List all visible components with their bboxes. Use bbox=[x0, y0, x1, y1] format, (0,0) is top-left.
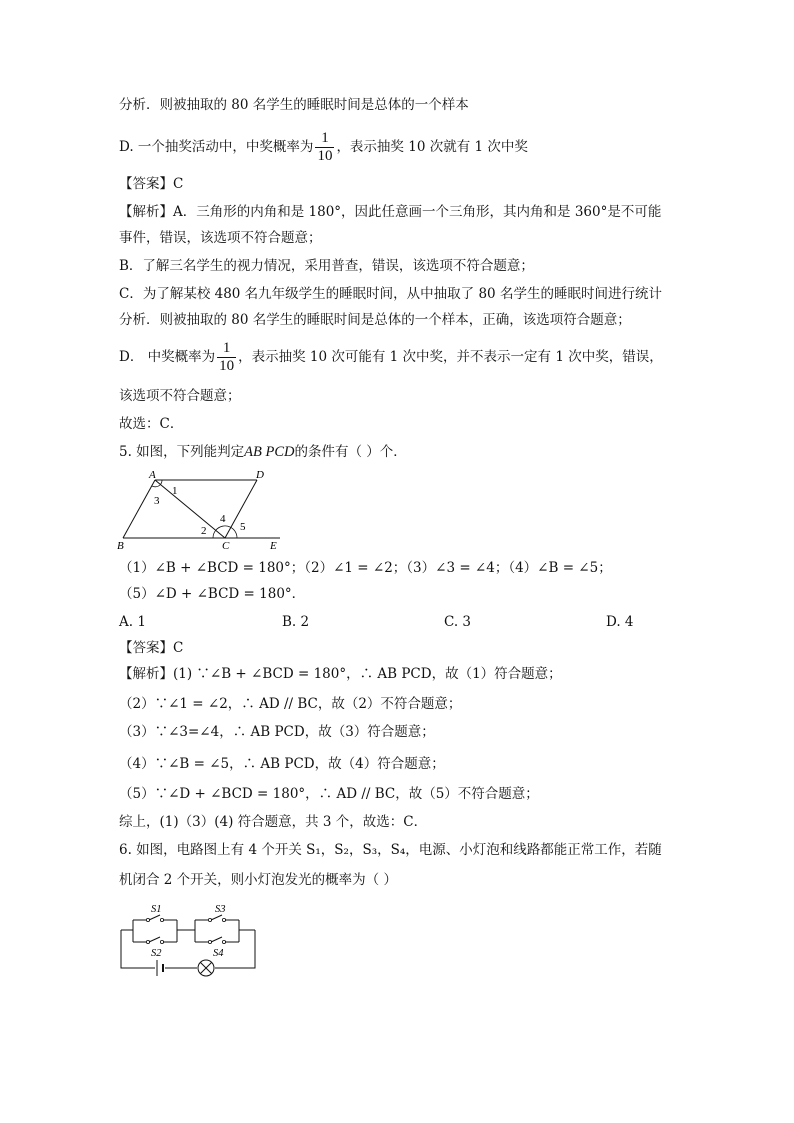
circuit-diagram bbox=[115, 898, 261, 980]
option-a: A. 1 bbox=[119, 614, 146, 630]
label-s2: S2 bbox=[151, 948, 162, 959]
label-s1: S1 bbox=[151, 904, 162, 915]
question-6-line: 机闭合 2 个开关，则小灯泡发光的概率为（ ） bbox=[119, 872, 397, 888]
explanation-line bbox=[119, 338, 663, 376]
angle-arc bbox=[160, 480, 162, 485]
text-segment: D． 中奖概率为 bbox=[119, 349, 216, 365]
explanation-line: （3）∵∠3=∠4，∴ AB PCD，故（3）符合题意； bbox=[119, 724, 435, 740]
explanation-line: 【解析】A．三角形的内角和是 180°，因此任意画一个三角形，其内角和是 360°是不可能 bbox=[119, 204, 662, 220]
label-a: A bbox=[149, 469, 156, 481]
explanation-line: 【解析】(1) ∵∠B + ∠BCD = 180°，∴ AB PCD，故（1）符合题意； bbox=[119, 666, 562, 682]
parallelogram-figure bbox=[115, 468, 290, 552]
question-5 bbox=[119, 442, 407, 462]
label-e: E bbox=[270, 540, 277, 552]
label-c: C bbox=[222, 540, 230, 552]
explanation-line: C．为了解某校 480 名九年级学生的睡眠时间，从中抽取了 80 名学生的睡眠时间进行统计 bbox=[119, 286, 662, 302]
explanation-line: 事件，错误，该选项不符合题意； bbox=[119, 230, 322, 246]
answer-label: 【答案】C bbox=[119, 640, 184, 656]
explanation-line: （4）∵∠B = ∠5，∴ AB PCD，故（4）符合题意； bbox=[119, 756, 445, 772]
fraction bbox=[315, 130, 334, 165]
line-ac bbox=[155, 480, 225, 538]
option-d-line bbox=[119, 128, 528, 166]
fraction-denominator: 10 bbox=[317, 148, 333, 164]
text-segment: ，表示抽奖 10 次可能有 1 次中奖，并不表示一定有 1 次中奖，错误， bbox=[238, 349, 663, 365]
text-segment: ，表示抽奖 10 次就有 1 次中奖 bbox=[336, 139, 528, 155]
conditions-line: （1）∠B + ∠BCD = 180°；（2）∠1 = ∠2；（3）∠3 = ∠4；（4）∠B = ∠5； bbox=[119, 560, 612, 576]
label-s3: S3 bbox=[215, 904, 226, 915]
fraction-numerator: 1 bbox=[321, 130, 329, 146]
fraction bbox=[217, 340, 236, 375]
switch-s4 bbox=[195, 937, 239, 944]
angle-label-5: 5 bbox=[240, 521, 246, 533]
options-row bbox=[119, 612, 679, 632]
explanation-line: 故选：C． bbox=[119, 416, 184, 432]
math-expression: AB PCD bbox=[244, 444, 295, 460]
label-d: D bbox=[256, 469, 264, 481]
label-s4: S4 bbox=[213, 948, 224, 959]
option-d: D. 4 bbox=[606, 614, 634, 630]
option-c: C. 3 bbox=[444, 614, 472, 630]
switch-s2 bbox=[133, 937, 177, 944]
answer-label: 【答案】C bbox=[119, 176, 184, 192]
angle-arc bbox=[152, 485, 160, 487]
angle-arc bbox=[230, 527, 237, 538]
switch-s1 bbox=[133, 915, 177, 922]
angle-arc bbox=[216, 526, 230, 530]
battery-icon bbox=[157, 960, 163, 976]
lamp-icon bbox=[198, 960, 214, 976]
conditions-line: （5）∠D + ∠BCD = 180°． bbox=[119, 586, 306, 602]
explanation-line: 综上，(1)（3）(4) 符合题意，共 3 个，故选：C． bbox=[119, 814, 428, 830]
explanation-line: 该选项不符合题意； bbox=[119, 388, 241, 404]
explanation-line: （5）∵∠D + ∠BCD = 180°，∴ AD // BC，故（5）不符合题意； bbox=[119, 786, 539, 802]
fraction-numerator: 1 bbox=[222, 340, 231, 356]
option-b: B. 2 bbox=[282, 614, 310, 630]
angle-label-3: 3 bbox=[154, 495, 160, 507]
angle-label-2: 2 bbox=[201, 525, 207, 537]
line-ab bbox=[123, 480, 155, 538]
angle-label-1: 1 bbox=[172, 485, 178, 497]
explanation-line: B．了解三名学生的视力情况，采用普查，错误，该选项不符合题意； bbox=[119, 258, 534, 274]
text-segment: 5. 如图，下列能判定 bbox=[119, 444, 245, 460]
text-segment: 的条件有（ ）个． bbox=[294, 444, 407, 460]
question-6-line: 6. 如图，电路图上有 4 个开关 S₁，S₂，S₃，S₄，电源、小灯泡和线路都能正常工作，若随 bbox=[119, 842, 662, 858]
explanation-line: 分析．则被抽取的 80 名学生的睡眠时间是总体的一个样本，正确，该选项符合题意； bbox=[119, 312, 631, 328]
angle-label-4: 4 bbox=[220, 513, 226, 525]
angle-arc bbox=[213, 530, 216, 538]
explanation-line: （2）∵∠1 = ∠2，∴ AD // BC，故（2）不符合题意； bbox=[119, 696, 462, 712]
fraction-denominator: 10 bbox=[219, 358, 235, 374]
wire bbox=[121, 930, 155, 968]
switch-s3 bbox=[195, 915, 239, 922]
text-line: 分析．则被抽取的 80 名学生的睡眠时间是总体的一个样本 bbox=[119, 97, 469, 113]
text-segment: D. 一个抽奖活动中，中奖概率为 bbox=[119, 139, 314, 155]
label-b: B bbox=[117, 540, 124, 552]
